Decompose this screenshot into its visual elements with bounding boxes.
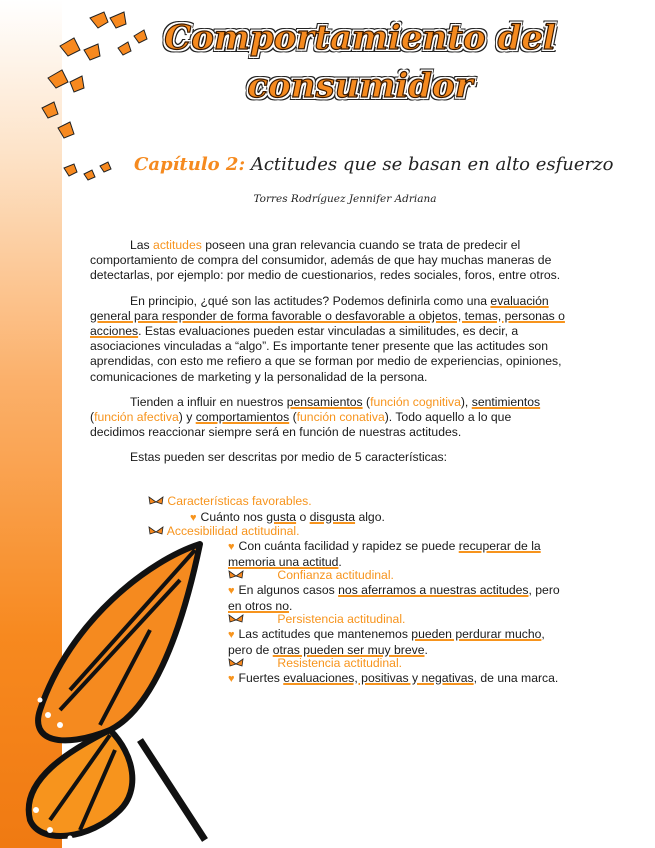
- butterfly-bullet-icon: [228, 614, 244, 626]
- paragraph-3: Tienden a influir en nuestros pensamientos (función cognitiva), sentimientos (función afectiva) y comportamientos (función conativa). Todo aquello a lo que decidimos reaccionar siempre será en función de nuestras actitudes.: [90, 394, 541, 440]
- heart-bullet-icon: ♥: [190, 512, 197, 524]
- butterfly-bullet-icon: [148, 526, 164, 538]
- list-subitem-confianza: ♥ En algunos casos nos aferramos a nuestras actitudes, pero en otros no.: [228, 583, 560, 614]
- heart-bullet-icon: ♥: [228, 673, 235, 685]
- list-subitem-favorables: ♥ Cuánto nos gusta o disgusta algo.: [190, 510, 385, 524]
- paragraph-4: Estas pueden ser descritas por medio de 5 características:: [130, 450, 448, 465]
- list-item-resistencia: Resistencia actitudinal.: [228, 656, 402, 671]
- keyword-actitudes: actitudes: [153, 238, 202, 252]
- chapter-label: Capítulo 2:: [134, 154, 246, 175]
- small-butterflies-icon: [62, 160, 122, 188]
- author-name: Torres Rodríguez Jennifer Adriana: [253, 193, 437, 205]
- list-subitem-resistencia: ♥ Fuertes evaluaciones, positivas y negativas, de una marca.: [228, 671, 559, 685]
- paragraph-1: Las actitudes poseen una gran relevancia cuando se trata de predecir el comportamiento de compra del consumidor, además de que hay muchas maneras de detectarlas, por ejemplo: por medio de cuestionarios, redes sociales, foros, entre otros.: [90, 238, 561, 283]
- butterfly-cluster-icon: [40, 8, 150, 158]
- title-line-2: consumidor: [247, 66, 473, 106]
- heart-bullet-icon: ♥: [228, 629, 235, 641]
- butterfly-bullet-icon: [228, 658, 244, 670]
- monarch-butterfly-icon: [0, 540, 210, 848]
- definition-highlight: evaluación general para responder de forma favorable o desfavorable a objetos, temas, personas o acciones: [90, 293, 565, 339]
- title-line-1: Comportamiento del: [164, 18, 556, 58]
- chapter-heading: [134, 154, 614, 175]
- list-subitem-persistencia: ♥ Las actitudes que mantenemos pueden perdurar mucho, pero de otras pueden ser muy breve.: [228, 627, 545, 658]
- list-subitem-accesibilidad: ♥ Con cuánta facilidad y rapidez se puede recuperar de la memoria una actitud.: [228, 539, 541, 570]
- list-item-persistencia: Persistencia actitudinal.: [228, 612, 405, 627]
- paragraph-2: En principio, ¿qué son las actitudes? Podemos definirla como una evaluación general para responder de forma favorable o desfavorable a objetos, temas, personas o acciones. Estas evaluaciones pueden estar vinculadas a similitudes, es decir, a asociaciones vinculadas a “algo”. Es importante tener presente que las actitudes son aprendidas, con esto me refiero a que se forman por medio de experiencias, opiniones, comunicaciones de marketing y la personalidad de la persona.: [90, 293, 565, 384]
- butterfly-bullet-icon: [148, 496, 164, 508]
- list-item-confianza: Confianza actitudinal.: [228, 568, 394, 583]
- document-title: [150, 14, 570, 110]
- list-item-favorables: Características favorables.: [148, 494, 312, 509]
- heart-bullet-icon: ♥: [228, 585, 235, 597]
- list-item-accesibilidad: Accesibilidad actitudinal.: [148, 524, 300, 539]
- chapter-text: Actitudes que se basan en alto esfuerzo: [250, 154, 614, 175]
- heart-bullet-icon: ♥: [228, 541, 235, 553]
- butterfly-bullet-icon: [228, 570, 244, 582]
- document-body: [90, 238, 565, 466]
